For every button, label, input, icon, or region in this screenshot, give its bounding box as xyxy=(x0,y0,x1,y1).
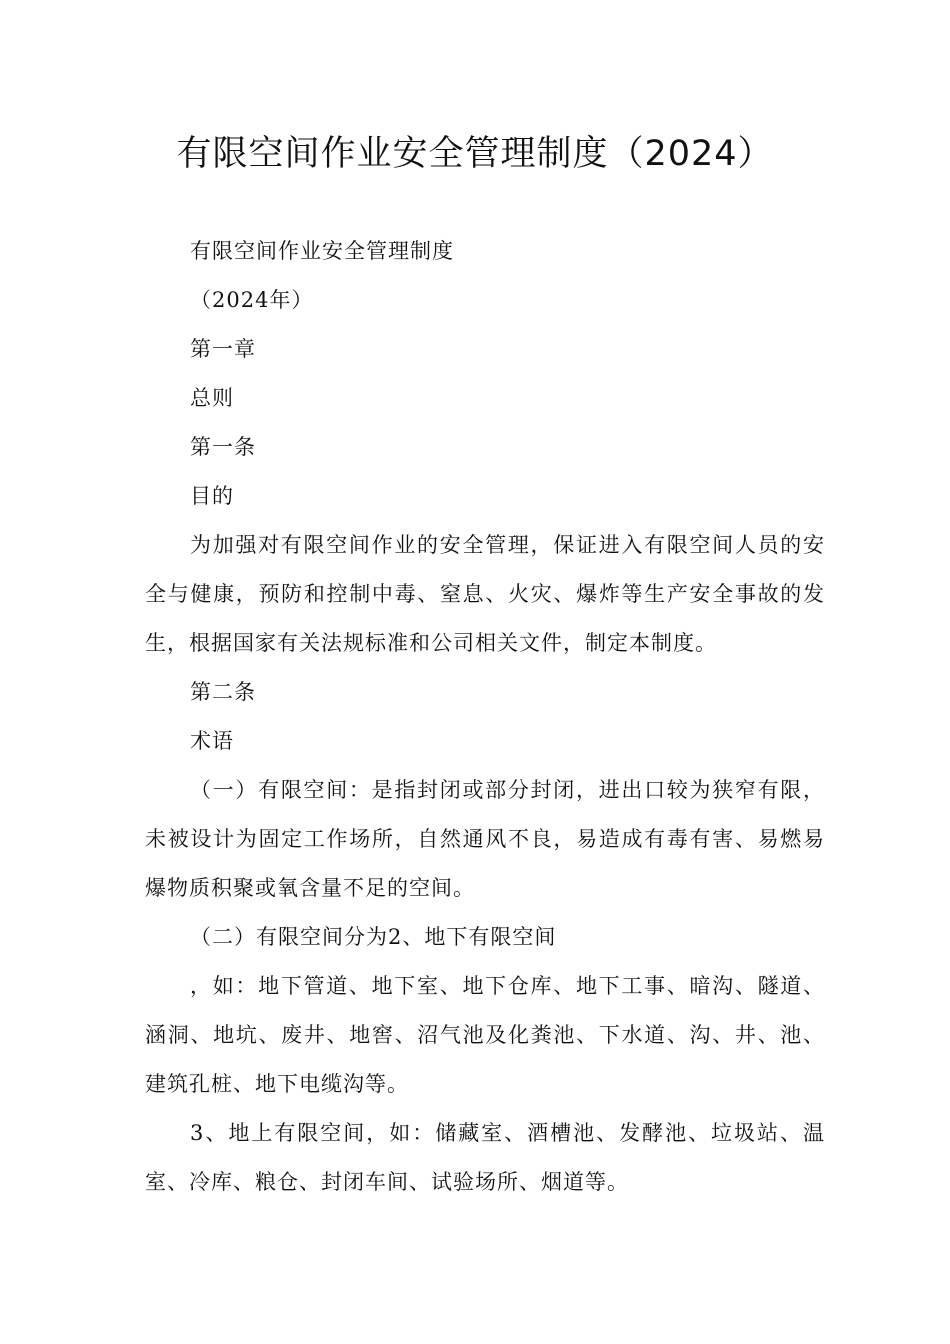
paragraph-chapter-title: 总则 xyxy=(190,386,234,410)
paragraph-article-1-title: 目的 xyxy=(190,484,234,508)
paragraph-purpose-text: 为加强对有限空间作业的安全管理，保证进入有限空间人员的安全与健康，预防和控制中毒、窒息、火灾、爆炸等生产安全事故的发生，根据国家有关法规标准和公司相关文件，制定本制度。 xyxy=(145,533,825,655)
paragraph-year: （2024年） xyxy=(190,288,314,312)
document-title: 有限空间作业安全管理制度（2024） xyxy=(176,134,774,174)
paragraph-aboveground-list: 3、地上有限空间，如：储藏室、酒槽池、发酵池、垃圾站、温室、冷库、粮仓、封闭车间、试验场所、烟道等。 xyxy=(145,1121,825,1194)
document-body xyxy=(145,227,825,1207)
paragraph-definition-2: （二）有限空间分为2、地下有限空间 xyxy=(190,925,557,949)
paragraph-article-1: 第一条 xyxy=(190,435,256,459)
paragraph-underground-list: ，如：地下管道、地下室、地下仓库、地下工事、暗沟、隧道、涵洞、地坑、废井、地窖、沼气池及化粪池、下水道、沟、井、池、建筑孔桩、地下电缆沟等。 xyxy=(145,974,825,1096)
paragraph-article-2: 第二条 xyxy=(190,680,256,704)
paragraph-chapter: 第一章 xyxy=(190,337,256,361)
paragraph-subtitle: 有限空间作业安全管理制度 xyxy=(190,239,454,263)
paragraph-definition-1: （一）有限空间：是指封闭或部分封闭，进出口较为狭窄有限，未被设计为固定工作场所，自然通风不良，易造成有毒有害、易燃易爆物质积聚或氧含量不足的空间。 xyxy=(145,778,825,900)
paragraph-article-2-title: 术语 xyxy=(190,729,234,753)
